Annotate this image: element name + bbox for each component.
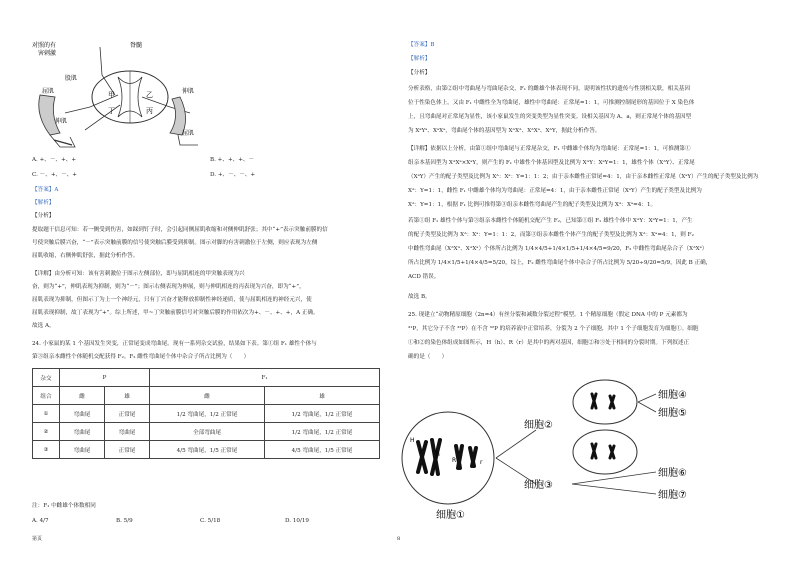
cell-label-7: 细胞⑦ [658, 490, 687, 501]
detail-line: 奋，则为“+”，伸肌表现为抑制，则为“－”；图示右侧表现为伸展，则与伸肌相连的丙表现为兴奋，即为“+”， [32, 284, 305, 290]
cell: ③ [33, 441, 60, 459]
th-f1-female: 雌 [150, 387, 265, 405]
footer: 第页 [32, 536, 43, 542]
cross-table [32, 368, 380, 459]
analysis-line: 号使突触后膜兴奋，“－”表示突触前膜的信号使突触后膜受到抑制。图示对脚的有害刺激位于左侧，则应表现为左侧 [32, 240, 318, 246]
th-p: P [60, 369, 150, 387]
th-p-male: 雄 [105, 387, 150, 405]
fig-label: 伸肌 [182, 88, 195, 95]
cell: 全部弯曲尾 [150, 423, 265, 441]
fig-label: 害刺激 [38, 50, 57, 57]
q24-line: 第③组亲本雌性个体随机交配获得 F₂。F₂ 雌性弯曲尾个体中杂合子所占比例为（ ） [32, 354, 250, 360]
detail-line: 中雌性弯曲尾（XᴬXᴬ、XᴬXᵃ）个体所占比例为 1/4×4/5+1/4×1/5+1/4×4/5=9/20，F₂ 中雌性弯曲尾杂合子（XᴬXᵃ） [408, 246, 708, 252]
option-d: D. 10/19 [285, 518, 309, 524]
cell: 弯曲尾 [60, 423, 105, 441]
detail-line: 若第①组 F₁ 雄性个体与第③组亲本雌性个体随机交配产生 F₂，已知第①组 F₁ 雄性个体中 XᴬY：XᵃY=1：1，产生 [408, 218, 693, 224]
page-number: 8 [397, 536, 401, 542]
fig-label: 对照的有 [32, 42, 57, 49]
cell-division-svg [400, 372, 700, 522]
cell: 1/2 弯曲尾，1/2 正常尾 [265, 423, 380, 441]
fig-label: 屈肌 [42, 88, 55, 95]
detail-line: （XᵃY）产生的配子类型及比例为 Xᴬ：Xᵃ：Y=1：1：2；由于亲本雌性正常尾=4：1，由于亲本雌性正常尾（XᵃY）产生的配子类型及比例为 [408, 174, 759, 180]
cell-division-figure [400, 372, 700, 522]
option-c: C. 5/18 [200, 518, 221, 524]
analysis-line: 位于性染色体上，又由 F₁ 中雌性全为弯曲尾，雄性中弯曲尾：正常尾=1：1，可推测控制尾形的基因位于 X 染色体 [408, 100, 695, 106]
cell-label-3: 细胞③ [524, 480, 553, 491]
cell: 弯曲尾 [60, 441, 105, 459]
option-c: C. －、+、－、+ [32, 172, 77, 178]
fig-label: 股肌 [65, 75, 78, 82]
answer-label: 【答案】A [32, 187, 59, 193]
cell: 4/5 弯曲尾，1/5 正常尾 [150, 441, 265, 459]
analysis-line: 为 XᵃYᵃ、XᵃXᵃ，弯曲尾个体的基因型为 XᴬXᴬ、XᴬXᵃ、XᴬY，据此分析作答。 [408, 128, 601, 134]
table-row [33, 405, 380, 423]
cell: 正常尾 [105, 405, 150, 423]
cell-label-1: 细胞① [436, 510, 465, 521]
detail-line: 故选 B。 [408, 294, 431, 300]
th-cross: 杂交 [33, 369, 60, 387]
q25-line: 确的是（ ） [408, 354, 448, 360]
reflex-figure [30, 35, 205, 153]
detail-line: 【详解】依据以上分析，由第①组中弯曲尾与正常尾杂交，F₁ 中雌雄个体均为弯曲尾：正常尾=1：1，可推测第① [408, 146, 691, 152]
svg-text:r: r [480, 459, 483, 466]
fig-label: 甲 [108, 91, 115, 99]
svg-text:R: R [452, 457, 457, 464]
cell: 1/2 弯曲尾，1/2 正常尾 [265, 405, 380, 423]
analysis-sub: 【分析】 [32, 213, 55, 219]
analysis-sub: 【分析】 [408, 70, 431, 76]
q24-line: 24. 小家鼠的某 1 个基因发生突变，正常尾变成弯曲尾。现有一系列杂交试验，结果如下表。第①组 F₁ 雄性个体与 [32, 341, 317, 347]
cell: 弯曲尾 [105, 423, 150, 441]
analysis-line: 上，且弯曲尾对正常尾为显性，该小家鼠发生的突变类型为显性突变。设相关基因为 A、a，则正常尾个体的基因型 [408, 114, 692, 120]
cell: 4/5 弯曲尾，1/5 正常尾 [265, 441, 380, 459]
detail-line: Xᴬ：Y=1：1，根据 F₁ 比例可推得第③组亲本雌性弯曲尾产生的配子类型及比例为 Xᴬ：Xᵃ=4：1。 [408, 202, 657, 208]
cell: ① [33, 405, 60, 423]
reflex-diagram-svg [30, 35, 205, 153]
fig-label: 伸肌 [55, 118, 68, 125]
fig-label: 乙 [146, 91, 153, 99]
option-b: B. +、+、+、－ [210, 157, 255, 163]
cell: ② [33, 423, 60, 441]
table-row [33, 441, 380, 459]
fig-label: 丁 [108, 107, 115, 115]
analysis-head: 【解析】 [408, 56, 431, 62]
detail-line: 所占比例为 1/4×1/5+1/4×4/5=5/20，综上，F₂ 雌性弯曲尾个体中杂合子所占比例为 5/20÷9/20=5/9，因此 B 正确， [408, 260, 712, 266]
th-f1-male: 雄 [265, 387, 380, 405]
th-p-female: 雌 [60, 387, 105, 405]
detail-line: 的配子类型及比例为 Xᴬ：Xᵃ：Y=1：1：2，而第③组亲本雌性个体产生的配子类型及比例为 Xᴬ：Xᵃ=4：1，则 F₂ [408, 232, 694, 238]
detail-line: 屈肌表现为抑制，但图示丁为上一个神经元，只有丁兴奋才能释放抑制性神经递质，使与屈肌相连的神经元兴，使 [32, 297, 312, 303]
fig-label: 屈肌 [182, 130, 195, 137]
detail-line: 故选 A。 [32, 323, 55, 329]
cell-label-6: 细胞⑥ [658, 468, 687, 479]
detail-line: 屈肌表现抑制，故丁表现为“+”。综上所述，甲~丁突触前膜信号对突触后膜的作用依次为+、－、+、+，A 正确。 [32, 310, 319, 316]
option-d: D. +、－、－、+ [210, 172, 256, 178]
q25-line: 25. 现建立“动物精原细胞（2n=4）有丝分裂和减数分裂过程”模型。1 个精原细胞（假定 DNA 中的 P 元素都为 [408, 312, 688, 318]
analysis-line: 分析表格，由第②组中弯曲尾与弯曲尾杂交，F₁ 的雌雄个体表现不同，说明该性状的遗传与性别相关联，相关基因 [408, 86, 690, 92]
detail-line: 组亲本基因型为 XᴬXᵃ×XᵃY，则产生的 F₁ 中雄性个体基因型及比例为 XᴬY：XᵃY=1：1，雄性个体（XᴬY）、正常尾 [408, 160, 695, 166]
option-b: B. 5/9 [116, 518, 133, 524]
table-note: 注：F₁ 中雌雄个体数相同 [32, 503, 96, 509]
detail-line: ACD 错误。 [408, 274, 440, 280]
q25-line: ①和②的染色体组成如图所示，H（h）、R（r）是其中的两对基因，细胞②和③处于相同的分裂时期。下列叙述正 [408, 340, 690, 346]
analysis-line: 提取题干信息可知：若一侧受到伤害，如踩到钉子时，会引起同侧屈肌收缩和对侧伸肌舒张；其中“+”表示突触前膜的信 [32, 227, 328, 233]
detail-line: Xᴬ：Y=1：1，雌性 F₁ 中雌雄个体均为弯曲尾：正常尾=4：1，由于亲本雌性正常尾（XᵃY）产生的配子类型及比例为 [408, 188, 702, 194]
cell: 正常尾 [105, 441, 150, 459]
cell-label-2: 细胞② [524, 420, 553, 431]
th-f1: F₁ [150, 369, 380, 387]
q25-line: ³¹P，其它分子不含 ³²P）在不含 ³²P 的培养液中正常培养，分裂为 2 个子细胞，其中 1 个子细胞发育为细胞①。细胞 [408, 326, 699, 332]
svg-text:H: H [410, 437, 415, 444]
cell: 弯曲尾 [60, 405, 105, 423]
cell-label-5: 细胞⑤ [658, 408, 687, 419]
fig-label: 脊髓 [130, 42, 143, 49]
answer-label: 【答案】B [408, 42, 435, 48]
table-row [33, 423, 380, 441]
th-group: 组合 [33, 387, 60, 405]
cell: 1/2 弯曲尾，1/2 正常尾 [150, 405, 265, 423]
cell-label-4: 细胞④ [658, 390, 687, 401]
analysis-head: 【解析】 [32, 200, 55, 206]
option-a: A. 4/7 [32, 518, 49, 524]
fig-label: 丙 [146, 107, 153, 115]
svg-text:h: h [436, 451, 440, 458]
option-a: A. +、－、+、+ [32, 157, 77, 163]
analysis-line: 屈肌收缩，右侧伸肌舒张，据此分析作答。 [32, 253, 139, 259]
detail-line: 【详解】由分析可知：该有害刺激位于图示左侧部位，即与屈肌相连的甲突触表现为兴 [32, 271, 245, 277]
